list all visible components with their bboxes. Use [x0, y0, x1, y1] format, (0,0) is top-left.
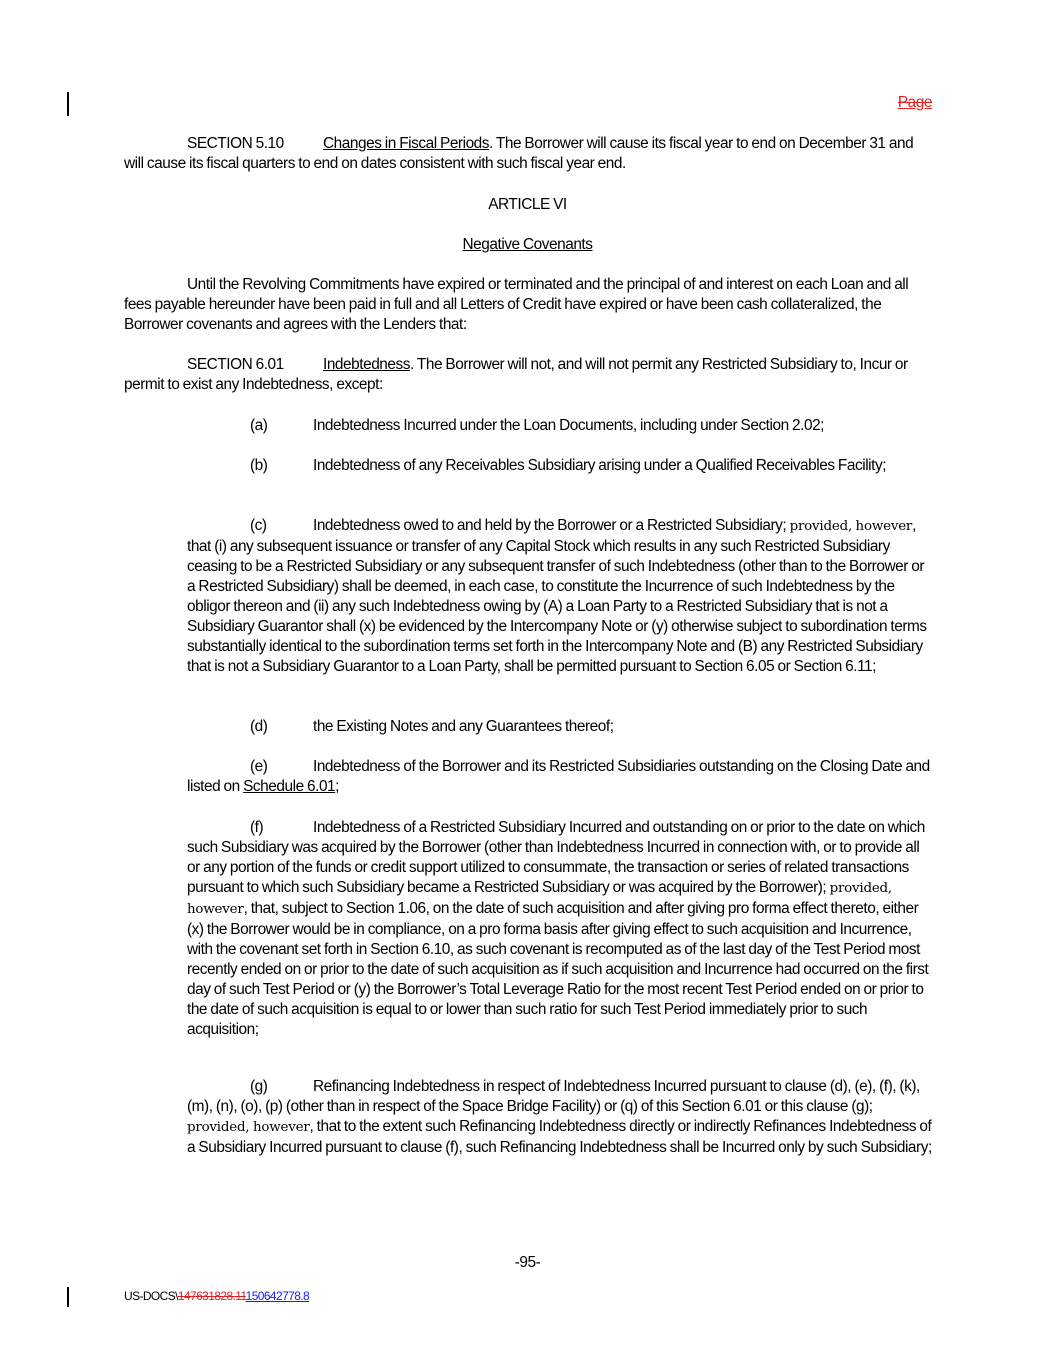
change-bar-top: [67, 92, 69, 116]
clause-text: Refinancing Indebtedness in respect of Indebtedness Incurred pursuant to clause (d), (e), (f), (k), (m), (n), (o), (p) (other than in respect of the Space Bridge Facility) or (q) of this Section 6.01 or this clause (g);: [187, 1078, 920, 1115]
article-number: ARTICLE VI: [488, 196, 567, 213]
clause-text-cont: , that, subject to Section 1.06, on the date of such acquisition and after giving pro forma effect thereto, either (x) the Borrower would be in compliance, on a pro forma basis after giving effect to such acquisition and Incurrence, with the covenant set forth in Section 6.10, as such covenant is recomputed as of the last day of the Test Period most recently ended on or prior to the date of such acquisition as if such acquisition and Incurrence had occurred on the first day of such Test Period or (y) the Borrower’s Total Leverage Ratio for the most recent Test Period ended on or prior to the date of such acquisition is equal to or lower than such ratio for such Test Period immediately prior to such acquisition;: [187, 900, 929, 1038]
section-text: . The Borrower will cause its fiscal year to end on December 31 and will cause its fiscal quarters to end on dates consistent with such fiscal year end.: [124, 135, 914, 172]
proviso: provided, however: [789, 519, 913, 534]
clause-text: Indebtedness owed to and held by the Borrower or a Restricted Subsidiary;: [313, 517, 790, 534]
clause-b: [187, 456, 935, 476]
article-title-wrap: [0, 235, 1055, 255]
clause-label: (d): [250, 718, 268, 735]
footer-prefix: US-DOCS\: [124, 1289, 178, 1303]
clause-f: [187, 818, 935, 1040]
section-number: SECTION 6.01: [187, 356, 284, 373]
clause-d: [187, 717, 935, 737]
clause-label: (a): [250, 417, 268, 434]
schedule-reference: Schedule 6.01: [243, 778, 336, 795]
clause-text: Indebtedness of any Receivables Subsidiary arising under a Qualified Receivables Facility;: [313, 457, 887, 474]
clause-g: [187, 1077, 935, 1158]
page-header-label: Page: [897, 94, 932, 111]
clause-label: (b): [250, 457, 268, 474]
clause-text: Indebtedness of the Borrower and its Restricted Subsidiaries outstanding on the Closing Date and listed on: [187, 758, 930, 795]
page-number: -95-: [514, 1254, 541, 1271]
clause-label: (e): [250, 758, 268, 775]
clause-text-cont: , that to the extent such Refinancing Indebtedness directly or indirectly Refinances Indebtedness of a Subsidiary Incurred pursuant to clause (f), such Refinancing Indebtedness shall be Incurred only by such Subsidiary;: [187, 1118, 932, 1156]
clause-label: (f): [250, 819, 264, 836]
intro-paragraph: [124, 275, 934, 335]
clause-a: [187, 416, 935, 436]
clause-text-cont: , that (i) any subsequent issuance or transfer of any Capital Stock which results in any such Restricted Subsidiary ceasing to be a Restricted Subsidiary or any subsequent transfer of such Indebtedness (other than to the Borrower or a Restricted Subsidiary) shall be deemed, in each case, to constitute the Incurrence of such Indebtedness by the obligor thereon and (ii) any such Indebtedness owing by (A) a Loan Party to a Restricted Subsidiary that is not a Subsidiary Guarantor shall (x) be evidenced by the Intercompany Note or (y) otherwise subject to subordination terms substantially identical to the subordination terms set forth in the Intercompany Note and (B) any Restricted Subsidiary that is not a Subsidiary Guarantor to a Loan Party, shall be permitted pursuant to Section 6.05 or Section 6.11;: [187, 517, 927, 675]
clause-text-cont: ;: [335, 778, 339, 795]
clause-e: [187, 757, 935, 797]
section-title: Indebtedness: [323, 356, 411, 373]
clause-text: Indebtedness of a Restricted Subsidiary Incurred and outstanding on or prior to the date on which such Subsidiary was acquired by the Borrower (other than Indebtedness Incurred in connection with, or to provide all or any portion of the funds or credit support utilized to consummate, the transaction or series of related transactions pursuant to which such Subsidiary became a Restricted Subsidiary or was acquired by the Borrower);: [187, 819, 925, 896]
clause-label: (g): [250, 1078, 268, 1095]
section-number: SECTION 5.10: [187, 135, 284, 152]
clause-text: the Existing Notes and any Guarantees thereof;: [313, 718, 614, 735]
section-title: Changes in Fiscal Periods: [323, 135, 490, 152]
intro-text: Until the Revolving Commitments have expired or terminated and the principal of and interest on each Loan and all fees payable hereunder have been paid in full and all Letters of Credit have expired or have been cash collateralized, the Borrower covenants and agrees with the Lenders that:: [124, 276, 909, 333]
section-5-10: [124, 134, 934, 174]
clause-label: (c): [250, 517, 267, 534]
proviso: provided, however: [187, 881, 892, 917]
clause-text: Indebtedness Incurred under the Loan Documents, including under Section 2.02;: [313, 417, 825, 434]
deleted-doc-id: 147631828.11: [177, 1289, 246, 1303]
change-bar-bottom: [67, 1287, 69, 1307]
clause-c: [187, 516, 935, 677]
proviso: provided, however: [187, 1120, 310, 1135]
article-title: Negative Covenants: [462, 236, 593, 253]
section-text: . The Borrower will not, and will not permit any Restricted Subsidiary to, Incur or permit to exist any Indebtedness, except:: [124, 356, 908, 393]
section-6-01: [124, 355, 934, 395]
inserted-doc-id: 150642778.8: [245, 1289, 310, 1303]
document-footer: [124, 1289, 309, 1303]
